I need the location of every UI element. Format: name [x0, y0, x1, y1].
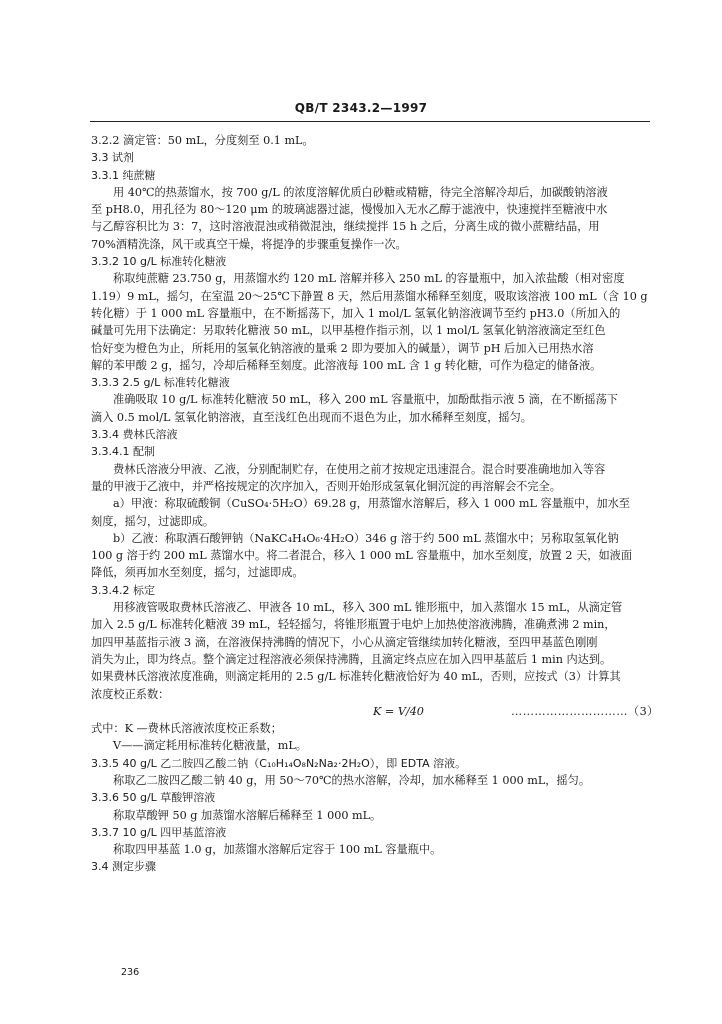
page-number: 236 [121, 967, 140, 978]
text-block-1 [91, 132, 661, 703]
section-heading: 3.3.5 40 g/L 乙二胺四乙酸二钠（C₁₀H₁₄O₈N₂Na₂·2H₂O），即 EDTA 溶液。 [91, 756, 467, 770]
section-heading: 3.4 测定步骤 [91, 860, 156, 874]
text-line: 与乙醇容积比为 3：7，这时溶液混浊或稍微混浊，继续搅拌 15 h 之后，分离生成的微小蔗糖结晶，用 [91, 220, 600, 234]
text-line: 至 pH8.0，用孔径为 80～120 μm 的玻璃滤器过滤，慢慢加入无水乙醇于滤液中，快速搅拌至糖液中水 [91, 203, 608, 217]
text-line: 量的甲液于乙液中，并严格按规定的次序加入，否则开始形成氢氧化铜沉淀的再溶解会不完全。 [91, 479, 561, 493]
text-line: b）乙液：称取酒石酸钾钠（NaKC₄H₄O₆·4H₂O）346 g 溶于约 500 mL 蒸馏水中；另称取氢氧化钠 [113, 531, 619, 545]
text-line: 恰好变为橙色为止，所耗用的氢氧化钠溶液的量乘 2 即为要加入的碱量），调节 pH 后加入已用热水溶 [91, 341, 594, 355]
text-line: 称取乙二胺四乙酸二钠 40 g，用 50～70℃的热水溶解，冷却，加水稀释至 1 000 mL，摇匀。 [113, 773, 591, 787]
text-line: 浓度校正系数： [91, 687, 170, 701]
text-line: 称取四甲基蓝 1.0 g，加蒸馏水溶解后定容于 100 mL 容量瓶中。 [113, 843, 442, 857]
text-line: 解的苯甲酸 2 g，摇匀，冷却后稀释至刻度。此溶液每 100 mL 含 1 g 转化糖，可作为稳定的储备液。 [91, 358, 602, 372]
formula-number: …………………………（3） [511, 704, 659, 718]
section-heading: 3.3.6 50 g/L 草酸钾溶液 [91, 791, 216, 805]
text-line: 刻度，摇匀，过滤即成。 [91, 514, 215, 528]
text-line: 100 g 溶于约 200 mL 蒸馏水中。将二者混合，移入 1 000 mL 容量瓶中，加水至刻度，放置 2 天，如液面 [91, 549, 633, 563]
formula-line [91, 703, 661, 720]
text-block-2 [91, 720, 661, 876]
text-line: 加四甲基蓝指示液 3 滴，在溶液保持沸腾的情况下，小心从滴定管继续加转化糖液，至四甲基蓝色刚刚 [91, 635, 598, 649]
section-heading: 3.3.7 10 g/L 四甲基蓝溶液 [91, 825, 227, 839]
text-line: 费林氏溶液分甲液、乙液，分别配制贮存，在使用之前才按规定迅速混合。混合时要准确地加入等容 [113, 462, 606, 476]
text-line: V——滴定耗用标准转化糖液量，mL。 [113, 739, 307, 753]
text-line: 式中：K —费林氏溶液浓度校正系数； [91, 722, 282, 736]
text-line: 用 40℃的热蒸馏水，按 700 g/L 的浓度溶解优质白砂糖或精糖，待完全溶解冷却后，加碳酸钠溶液 [113, 185, 608, 199]
section-heading: 3.3.4.2 标定 [91, 583, 155, 597]
formula-expression: K = V/40 [373, 704, 424, 718]
header-rule [90, 121, 650, 122]
text-line: a）甲液：称取硫酸铜（CuSO₄·5H₂O）69.28 g，用蒸馏水溶解后，移入 1 000 mL 容量瓶中，加水至 [113, 497, 630, 511]
section-heading: 3.3 试剂 [91, 151, 134, 165]
text-line: 准确吸取 10 g/L 标准转化糖液 50 mL，移入 200 mL 容量瓶中，加酚酞指示液 5 滴，在不断摇荡下 [113, 393, 618, 407]
text-line: 用移液管吸取费林氏溶液乙、甲液各 10 mL，移入 300 mL 锥形瓶中，加入蒸馏水 15 mL，从滴定管 [113, 601, 623, 615]
text-line: 1.19）9 mL，摇匀，在室温 20～25℃下静置 8 天，然后用蒸馏水稀释至刻度，吸取该溶液 100 mL（含 10 g [91, 289, 648, 303]
text-line: 如果费林氏溶液浓度准确，则滴定耗用的 2.5 g/L 标准转化糖液恰好为 40 mL，否则，应按式（3）计算其 [91, 670, 621, 684]
document-body [91, 132, 661, 876]
section-heading: 3.3.4.1 配制 [91, 445, 155, 459]
text-line: 称取纯蔗糖 23.750 g，用蒸馏水约 120 mL 溶解并移入 250 mL 的容量瓶中，加入浓盐酸（相对密度 [113, 272, 625, 286]
section-heading: 3.3.1 纯蔗糖 [91, 168, 156, 182]
section-heading: 3.3.3 2.5 g/L 标准转化糖液 [91, 376, 230, 390]
section-heading: 3.3.4 费林氏溶液 [91, 428, 178, 442]
text-line: 加入 2.5 g/L 标准转化糖液 39 mL，轻轻摇匀，将锥形瓶置于电炉上加热使溶液沸腾，准确煮沸 2 min， [91, 618, 616, 632]
text-line: 滴入 0.5 mol/L 氢氧化钠溶液，直至浅红色出现而不退色为止，加水稀释至刻度，摇匀。 [91, 410, 532, 424]
standard-header: QB/T 2343.2—1997 [294, 101, 428, 115]
section-heading: 3.3.2 10 g/L 标准转化糖液 [91, 255, 227, 269]
text-line: 3.2.2 滴定管：50 mL，分度刻至 0.1 mL。 [91, 134, 314, 147]
text-line: 消失为止，即为终点。整个滴定过程溶液必须保持沸腾，且滴定终点应在加入四甲基蓝后 1 min 内达到。 [91, 652, 612, 666]
text-line: 70%酒精洗涤，风干或真空干燥，将提净的步骤重复操作一次。 [91, 237, 407, 251]
text-line: 降低，须再加水至刻度，摇匀，过滤即成。 [91, 566, 304, 580]
text-line: 碱量可先用下法确定：另取转化糖液 50 mL，以甲基橙作指示剂，以 1 mol/L 氢氧化钠溶液滴定至红色 [91, 324, 606, 338]
text-line: 称取草酸钾 50 g 加蒸馏水溶解后稀释至 1 000 mL。 [113, 808, 382, 822]
text-line: 转化糖）于 1 000 mL 容量瓶中，在不断摇荡下，加入 1 mol/L 氢氧化钠溶液调节至约 pH3.0（所加入的 [91, 306, 621, 320]
